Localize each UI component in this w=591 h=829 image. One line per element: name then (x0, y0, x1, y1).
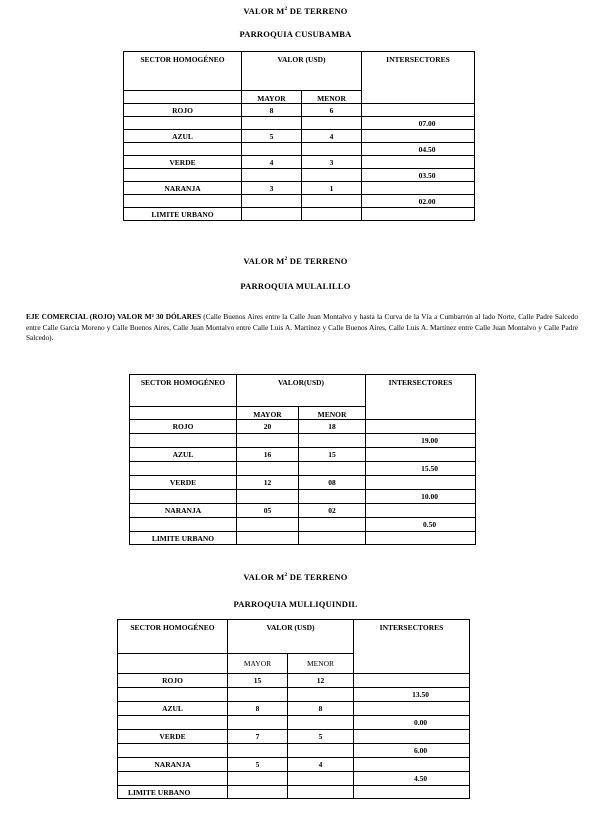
table-row (130, 420, 476, 434)
inter-cell: 02.00 (362, 195, 475, 208)
title-text: VALOR M (243, 256, 285, 266)
table-row (130, 504, 476, 518)
mayor-cell (237, 490, 299, 504)
table-row (124, 104, 475, 117)
sector-cell: NARANJA (130, 504, 237, 518)
table-row (118, 702, 470, 716)
inter-cell: 0.50 (366, 518, 476, 532)
inter-cell (362, 182, 475, 195)
inter-cell (354, 702, 470, 716)
sector-cell (130, 518, 237, 532)
paragraph-bold-lead: EJE COMERCIAL (ROJO) VALOR M² 30 DÓLARES (26, 312, 202, 321)
sector-cell: ROJO (124, 104, 242, 117)
header-empty (130, 407, 237, 420)
header-mayor: MAYOR (242, 91, 302, 104)
title-text: VALOR M (243, 572, 285, 582)
inter-cell: 03.50 (362, 169, 475, 182)
menor-cell: 1 (302, 182, 362, 195)
sector-cell (130, 490, 237, 504)
sector-cell: VERDE (124, 156, 242, 169)
sector-cell: LIMITE URBANO (118, 786, 228, 799)
menor-cell (299, 490, 366, 504)
menor-cell (288, 744, 354, 758)
table-row (118, 674, 470, 688)
section-3-table (117, 619, 470, 799)
table-row (130, 448, 476, 462)
menor-cell (299, 532, 366, 545)
inter-cell (366, 476, 476, 490)
sector-cell (124, 195, 242, 208)
section-2-title (0, 256, 591, 266)
mayor-cell (237, 434, 299, 448)
inter-cell (366, 420, 476, 434)
header-sector: SECTOR HOMOGÉNEO (130, 375, 237, 407)
sector-cell (118, 772, 228, 786)
title-superscript: 2 (284, 256, 288, 263)
mayor-cell: 20 (237, 420, 299, 434)
menor-cell: 18 (299, 420, 366, 434)
menor-cell (299, 434, 366, 448)
section-2-table (129, 374, 476, 545)
menor-cell (302, 117, 362, 130)
header-sector: SECTOR HOMOGÉNEO (118, 620, 228, 654)
table-row (118, 786, 470, 799)
table-row (124, 195, 475, 208)
menor-cell: 3 (302, 156, 362, 169)
paragraph-body: (Calle Buenos Aires entre la Calle Juan Montalvo y hasta la Curva de la Vía a Cumbarrón al lado Norte, Calle Padre Salcedo entre Calle García Moreno y Calle Buenos Aires, Calle Juan Montalvo entre Calle Luis A. Martínez y Calle Buenos Aires, Calle Luis A. Martínez entre Calle Juan Montalvo y Calle Padre Salcedo). (26, 312, 578, 342)
mayor-cell (228, 772, 288, 786)
table-row (130, 476, 476, 490)
menor-cell (299, 518, 366, 532)
mayor-cell: 8 (242, 104, 302, 117)
table-row (118, 730, 470, 744)
header-empty (118, 654, 228, 674)
title-superscript: 2 (284, 572, 288, 579)
mayor-cell: 16 (237, 448, 299, 462)
mayor-cell (242, 208, 302, 221)
menor-cell: 5 (288, 730, 354, 744)
sector-cell (118, 688, 228, 702)
table-row (130, 532, 476, 545)
table-row (118, 688, 470, 702)
menor-cell: 08 (299, 476, 366, 490)
inter-cell (362, 208, 475, 221)
header-valor: VALOR (USD) (228, 620, 354, 654)
sector-cell: AZUL (124, 130, 242, 143)
commercial-axis-paragraph (26, 312, 578, 344)
mayor-cell (242, 195, 302, 208)
inter-cell (354, 758, 470, 772)
title-text-suffix: DE TERRENO (287, 6, 348, 16)
mayor-cell (237, 462, 299, 476)
menor-cell (299, 462, 366, 476)
mayor-cell (228, 716, 288, 730)
inter-cell: 10.00 (366, 490, 476, 504)
menor-cell (302, 169, 362, 182)
sector-cell: AZUL (118, 702, 228, 716)
header-intersectores: INTERSECTORES (354, 620, 470, 674)
menor-cell: 02 (299, 504, 366, 518)
table-row (130, 462, 476, 476)
title-text-suffix: DE TERRENO (287, 572, 348, 582)
menor-cell: 6 (302, 104, 362, 117)
mayor-cell (242, 169, 302, 182)
inter-cell (354, 786, 470, 799)
table-row (130, 518, 476, 532)
header-mayor: MAYOR (237, 407, 299, 420)
sector-cell (124, 143, 242, 156)
table-row (118, 772, 470, 786)
sector-cell (130, 462, 237, 476)
sector-cell: LIMITE URBANO (124, 208, 242, 221)
header-sector: SECTOR HOMOGÉNEO (124, 52, 242, 91)
inter-cell (362, 156, 475, 169)
inter-cell (354, 674, 470, 688)
mayor-cell (237, 532, 299, 545)
sector-cell (118, 744, 228, 758)
mayor-cell: 12 (237, 476, 299, 490)
inter-cell: 13.50 (354, 688, 470, 702)
sector-cell: ROJO (118, 674, 228, 688)
menor-cell (288, 786, 354, 799)
section-3-title (0, 572, 591, 582)
mayor-cell: 5 (228, 758, 288, 772)
mayor-cell (228, 688, 288, 702)
mayor-cell: 7 (228, 730, 288, 744)
inter-cell: 0.00 (354, 716, 470, 730)
inter-cell: 4.50 (354, 772, 470, 786)
mayor-cell: 8 (228, 702, 288, 716)
inter-cell (354, 730, 470, 744)
menor-cell: 12 (288, 674, 354, 688)
mayor-cell: 15 (228, 674, 288, 688)
header-menor: MENOR (288, 654, 354, 674)
inter-cell: 07.00 (362, 117, 475, 130)
mayor-cell (228, 786, 288, 799)
sector-cell: ROJO (130, 420, 237, 434)
inter-cell (366, 448, 476, 462)
section-2-parish: PARROQUIA MULALILLO (240, 281, 351, 291)
sector-cell (118, 716, 228, 730)
menor-cell (288, 688, 354, 702)
sector-cell (130, 434, 237, 448)
sector-cell: NARANJA (124, 182, 242, 195)
title-text-suffix: DE TERRENO (287, 256, 348, 266)
sector-cell: VERDE (130, 476, 237, 490)
title-text: VALOR M (243, 6, 285, 16)
mayor-cell: 3 (242, 182, 302, 195)
menor-cell (288, 772, 354, 786)
sector-cell: AZUL (130, 448, 237, 462)
mayor-cell (242, 117, 302, 130)
inter-cell: 04.50 (362, 143, 475, 156)
table-row (118, 716, 470, 730)
table-row (124, 117, 475, 130)
header-empty (124, 91, 242, 104)
mayor-cell (242, 143, 302, 156)
mayor-cell: 4 (242, 156, 302, 169)
mayor-cell: 5 (242, 130, 302, 143)
menor-cell (288, 716, 354, 730)
sector-cell (124, 117, 242, 130)
menor-cell: 8 (288, 702, 354, 716)
section-1-title (0, 6, 591, 16)
inter-cell (366, 504, 476, 518)
mayor-cell (237, 518, 299, 532)
inter-cell: 19.00 (366, 434, 476, 448)
header-valor: VALOR (USD) (242, 52, 362, 91)
header-menor: MENOR (302, 91, 362, 104)
inter-cell: 15.50 (366, 462, 476, 476)
mayor-cell: 05 (237, 504, 299, 518)
section-1-parish: PARROQUIA CUSUBAMBA (239, 29, 352, 39)
sector-cell: NARANJA (118, 758, 228, 772)
menor-cell: 15 (299, 448, 366, 462)
section-3-parish: PARROQUIA MULLIQUINDIL (233, 599, 358, 609)
header-intersectores: INTERSECTORES (366, 375, 476, 420)
inter-cell (366, 532, 476, 545)
table-row (130, 490, 476, 504)
table-row (124, 143, 475, 156)
sector-cell: LIMITE URBANO (130, 532, 237, 545)
table-row (130, 434, 476, 448)
table-row (124, 182, 475, 195)
sector-cell (124, 169, 242, 182)
sector-cell: VERDE (118, 730, 228, 744)
section-1-table (123, 51, 475, 221)
table-row (124, 130, 475, 143)
menor-cell (302, 208, 362, 221)
table-row (118, 758, 470, 772)
menor-cell (302, 143, 362, 156)
inter-cell: 6.00 (354, 744, 470, 758)
menor-cell (302, 195, 362, 208)
inter-cell (362, 104, 475, 117)
mayor-cell (228, 744, 288, 758)
table-row (124, 156, 475, 169)
table-row (124, 208, 475, 221)
header-menor: MENOR (299, 407, 366, 420)
menor-cell: 4 (288, 758, 354, 772)
inter-cell (362, 130, 475, 143)
menor-cell: 4 (302, 130, 362, 143)
header-intersectores: INTERSECTORES (362, 52, 475, 104)
title-superscript: 2 (284, 6, 288, 13)
header-mayor: MAYOR (228, 654, 288, 674)
header-valor: VALOR(USD) (237, 375, 366, 407)
table-row (124, 169, 475, 182)
table-row (118, 744, 470, 758)
